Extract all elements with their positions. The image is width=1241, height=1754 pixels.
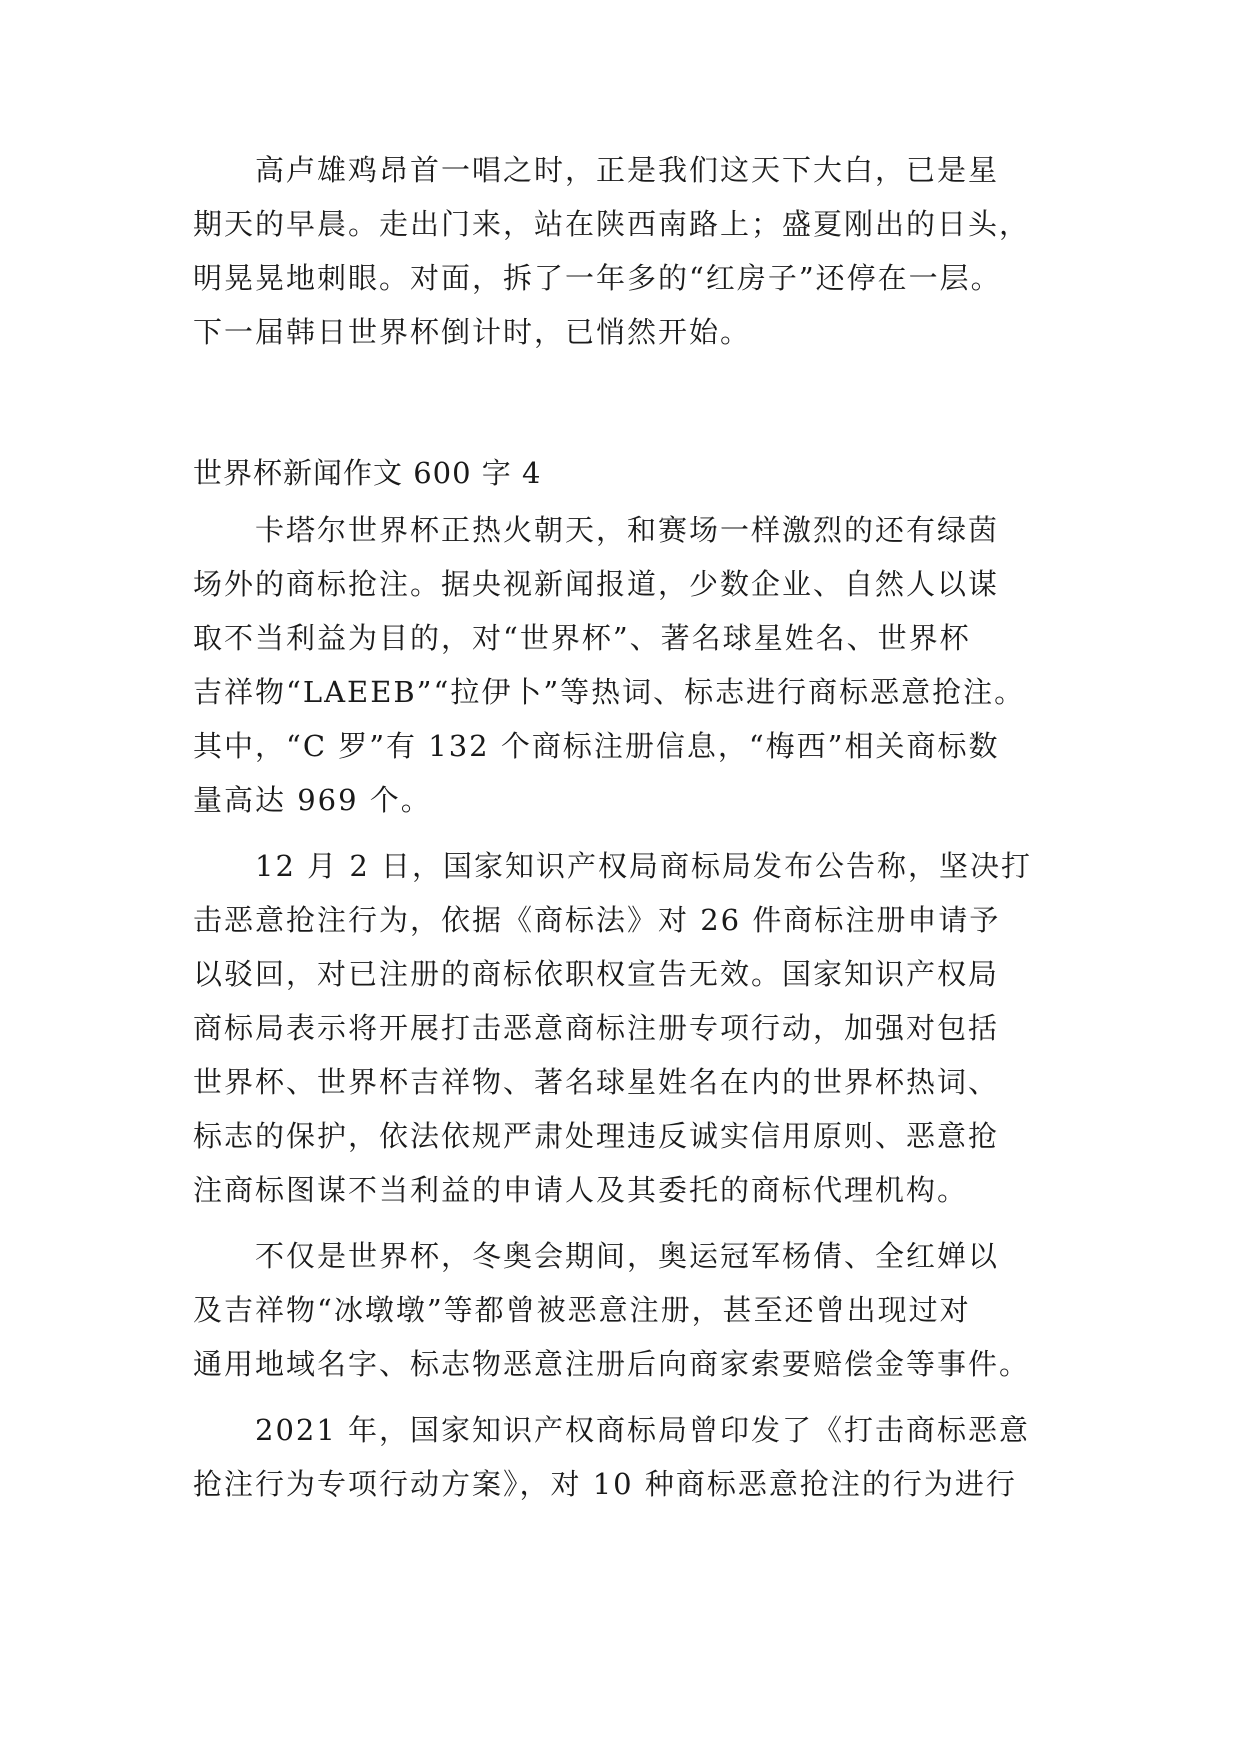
paragraph-3-line-5: 世界杯、世界杯吉祥物、著名球星姓名在内的世界杯热词、 — [193, 1065, 1000, 1099]
paragraph-4-line-1: 不仅是世界杯，冬奥会期间，奥运冠军杨倩、全红婵以 — [255, 1239, 1000, 1273]
paragraph-2-line-1: 卡塔尔世界杯正热火朝天，和赛场一样激烈的还有绿茵 — [255, 513, 1000, 547]
paragraph-3-line-7: 注商标图谋不当利益的申请人及其委托的商标代理机构。 — [193, 1173, 969, 1207]
paragraph-1-line-1: 高卢雄鸡昂首一唱之时，正是我们这天下大白，已是星 — [255, 153, 1000, 187]
paragraph-3-line-3: 以驳回，对已注册的商标依职权宣告无效。国家知识产权局 — [193, 957, 1000, 991]
paragraph-3-line-4: 商标局表示将开展打击恶意商标注册专项行动，加强对包括 — [193, 1011, 1000, 1045]
paragraph-2-line-4: 吉祥物“LAEEB”“拉伊卜”等热词、标志进行商标恶意抢注。 — [193, 675, 1026, 709]
paragraph-2-line-2: 场外的商标抢注。据央视新闻报道，少数企业、自然人以谋 — [193, 567, 1000, 601]
paragraph-4-line-3: 通用地域名字、标志物恶意注册后向商家索要赔偿金等事件。 — [193, 1347, 1031, 1381]
paragraph-1-line-4: 下一届韩日世界杯倒计时，已悄然开始。 — [193, 315, 752, 349]
paragraph-1-line-2: 期天的早晨。走出门来，站在陕西南路上；盛夏刚出的日头， — [193, 207, 1031, 241]
paragraph-2-line-6: 量高达 969 个。 — [193, 783, 432, 817]
paragraph-3-line-1: 12 月 2 日，国家知识产权局商标局发布公告称，坚决打 — [255, 849, 1033, 883]
paragraph-2-line-5: 其中，“C 罗”有 132 个商标注册信息，“梅西”相关商标数 — [193, 729, 1000, 763]
section-heading: 世界杯新闻作文 600 字 4 — [193, 456, 542, 490]
paragraph-3-line-2: 击恶意抢注行为，依据《商标法》对 26 件商标注册申请予 — [193, 903, 1001, 937]
paragraph-1-line-3: 明晃晃地刺眼。对面，拆了一年多的“红房子”还停在一层。 — [193, 261, 1002, 295]
paragraph-5-line-2: 抢注行为专项行动方案》，对 10 种商标恶意抢注的行为进行 — [193, 1467, 1017, 1501]
paragraph-2-line-3: 取不当利益为目的，对“世界杯”、著名球星姓名、世界杯 — [193, 621, 971, 655]
paragraph-5-line-1: 2021 年，国家知识产权商标局曾印发了《打击商标恶意 — [255, 1413, 1031, 1447]
paragraph-3-line-6: 标志的保护，依法依规严肃处理违反诚实信用原则、恶意抢 — [193, 1119, 1000, 1153]
paragraph-4-line-2: 及吉祥物“冰墩墩”等都曾被恶意注册，甚至还曾出现过对 — [193, 1293, 971, 1327]
